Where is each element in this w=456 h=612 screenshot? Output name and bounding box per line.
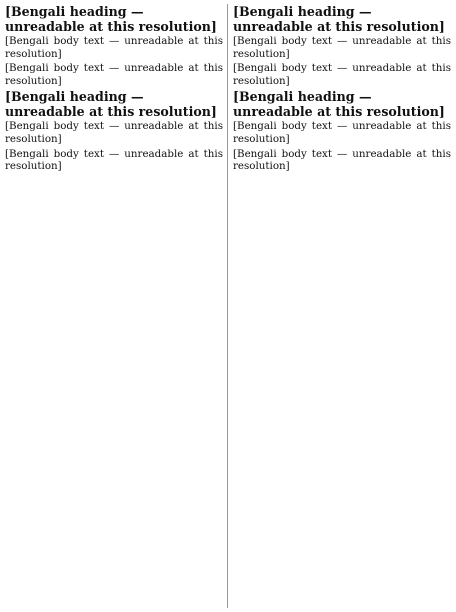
paragraph-3: [Bengali body text — unreadable at this resolution] [5, 120, 223, 145]
left-column [5, 4, 223, 608]
section-heading-4: [Bengali heading — unreadable at this resolution] [233, 89, 445, 120]
section-heading-1: [Bengali heading — unreadable at this resolution] [5, 4, 217, 34]
section-heading-2: [Bengali heading — unreadable at this resolution] [5, 89, 217, 120]
paragraph-4: [Bengali body text — unreadable at this resolution] [5, 147, 223, 173]
paragraph-6: [Bengali body text — unreadable at this resolution] [233, 62, 451, 87]
paragraph-7: [Bengali body text — unreadable at this resolution] [233, 120, 451, 145]
paragraph-5: [Bengali body text — unreadable at this resolution] [233, 35, 451, 60]
section-heading-3: [Bengali heading — unreadable at this resolution] [233, 4, 445, 34]
paragraph-1: [Bengali body text — unreadable at this resolution] [5, 35, 223, 60]
paragraph-8: [Bengali body text — unreadable at this resolution] [233, 147, 451, 173]
column-divider [227, 4, 228, 608]
paragraph-2: [Bengali body text — unreadable at this resolution] [5, 62, 223, 87]
right-column [233, 4, 451, 608]
